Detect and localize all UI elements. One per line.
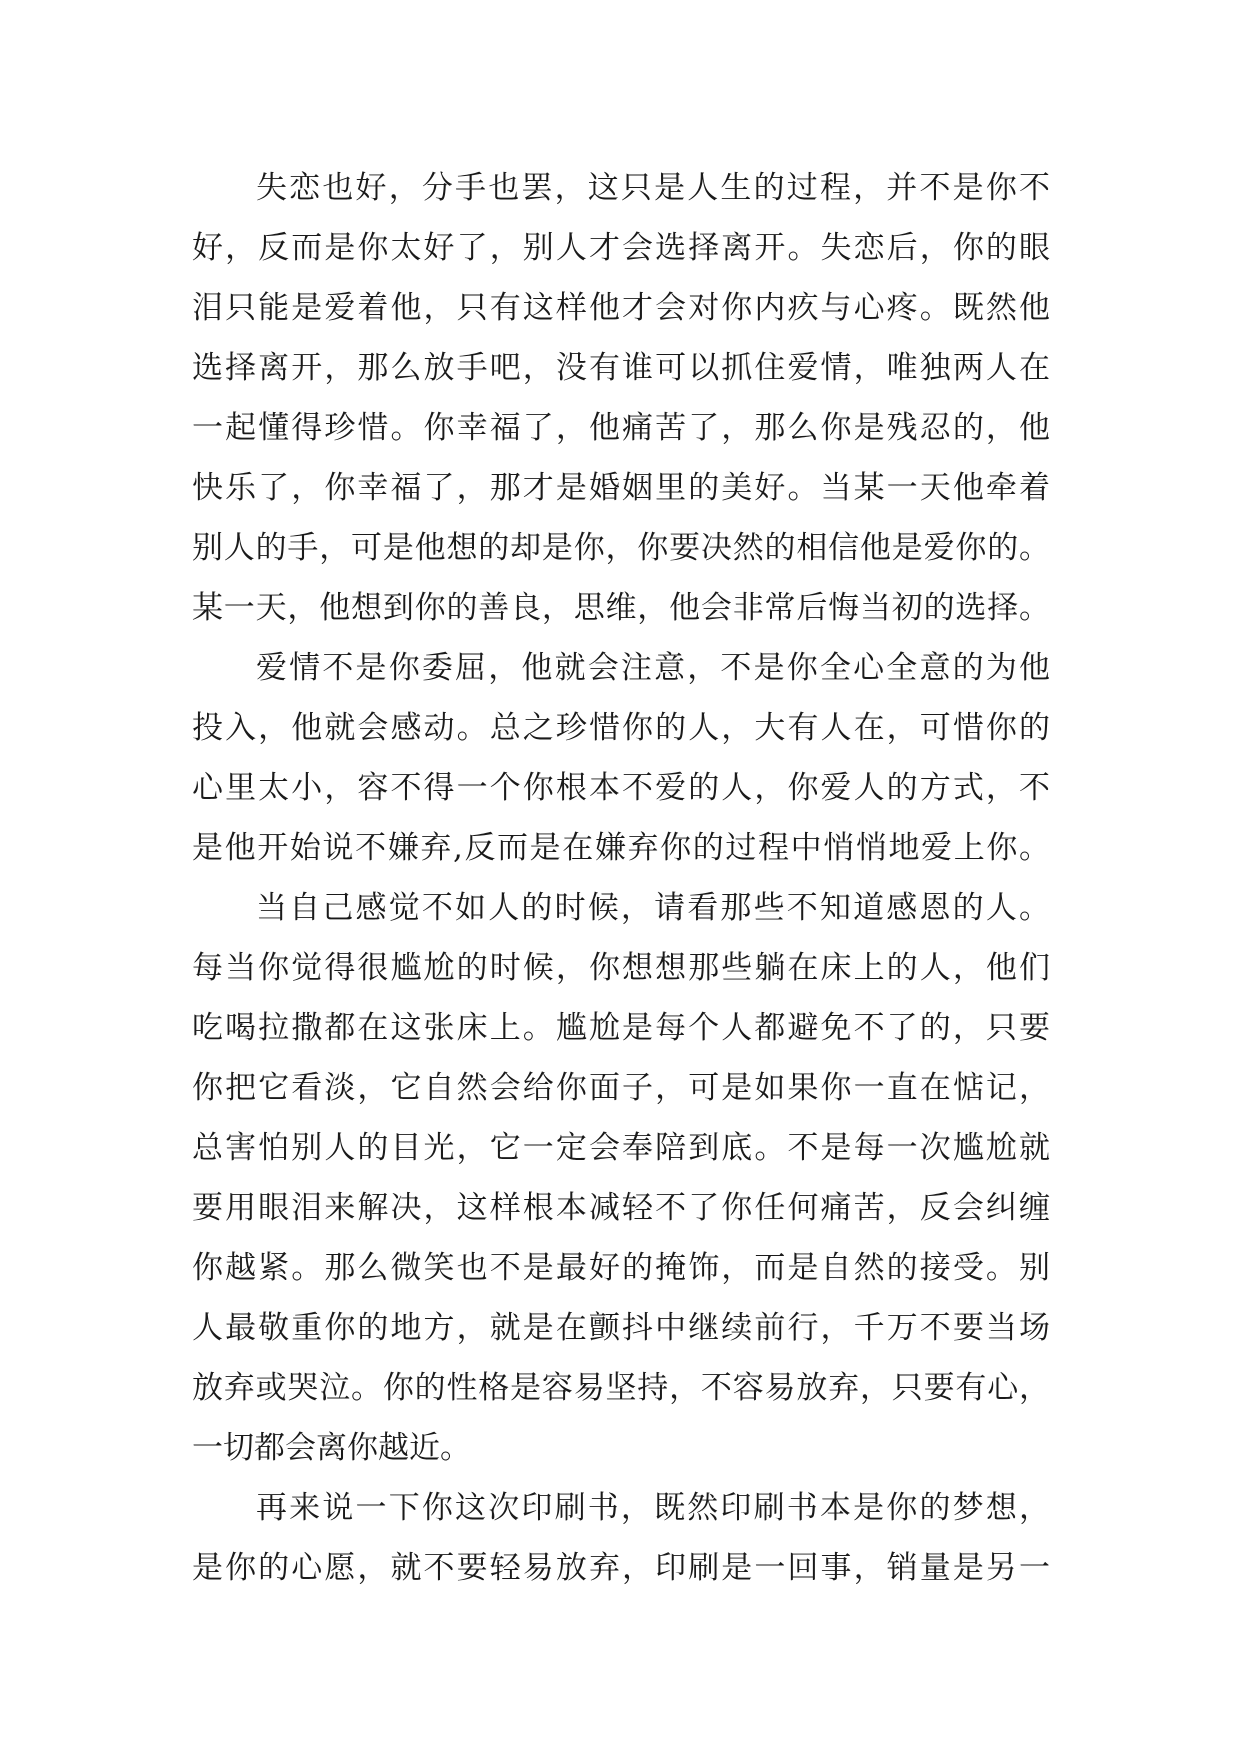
text-line: 心里太小，容不得一个你根本不爱的人，你爱人的方式，不 [192,770,1050,806]
text-line: 你越紧。那么微笑也不是最好的掩饰，而是自然的接受。别 [192,1250,1050,1286]
text-line: 再来说一下你这次印刷书，既然印刷书本是你的梦想， [256,1490,1050,1526]
text-line: 放弃或哭泣。你的性格是容易坚持，不容易放弃，只要有心， [192,1370,1050,1406]
text-line: 别人的手，可是他想的却是你，你要决然的相信他是爱你的。 [192,530,1050,566]
paragraph-4 [192,1478,1050,1598]
text-line: 吃喝拉撒都在这张床上。尴尬是每个人都避免不了的，只要 [192,1010,1050,1046]
text-line: 好，反而是你太好了，别人才会选择离开。失恋后，你的眼 [192,230,1050,266]
text-line: 泪只能是爱着他，只有这样他才会对你内疚与心疼。既然他 [192,290,1050,326]
text-line: 一切都会离你越近。 [192,1430,471,1466]
text-line: 爱情不是你委屈，他就会注意，不是你全心全意的为他 [256,650,1050,686]
paragraph-3 [192,878,1050,1478]
body-text [192,158,1050,1598]
text-line: 总害怕别人的目光，它一定会奉陪到底。不是每一次尴尬就 [192,1130,1050,1166]
paragraph-2 [192,638,1050,878]
text-line: 每当你觉得很尴尬的时候，你想想那些躺在床上的人，他们 [192,950,1050,986]
text-line: 你把它看淡，它自然会给你面子，可是如果你一直在惦记， [192,1070,1050,1106]
text-line: 快乐了，你幸福了，那才是婚姻里的美好。当某一天他牵着 [192,470,1050,506]
text-line: 是他开始说不嫌弃,反而是在嫌弃你的过程中悄悄地爱上你。 [192,830,1050,866]
paragraph-1 [192,158,1050,638]
text-line: 选择离开，那么放手吧，没有谁可以抓住爱情，唯独两人在 [192,350,1050,386]
text-line: 是你的心愿，就不要轻易放弃，印刷是一回事，销量是另一 [192,1550,1050,1586]
text-line: 投入，他就会感动。总之珍惜你的人，大有人在，可惜你的 [192,710,1050,746]
text-line: 失恋也好，分手也罢，这只是人生的过程，并不是你不 [256,170,1050,206]
text-line: 某一天，他想到你的善良，思维，他会非常后悔当初的选择。 [192,590,1050,626]
text-line: 当自己感觉不如人的时候，请看那些不知道感恩的人。 [256,890,1050,926]
text-line: 一起懂得珍惜。你幸福了，他痛苦了，那么你是残忍的，他 [192,410,1050,446]
text-line: 人最敬重你的地方，就是在颤抖中继续前行，千万不要当场 [192,1310,1050,1346]
text-line: 要用眼泪来解决，这样根本减轻不了你任何痛苦，反会纠缠 [192,1190,1050,1226]
